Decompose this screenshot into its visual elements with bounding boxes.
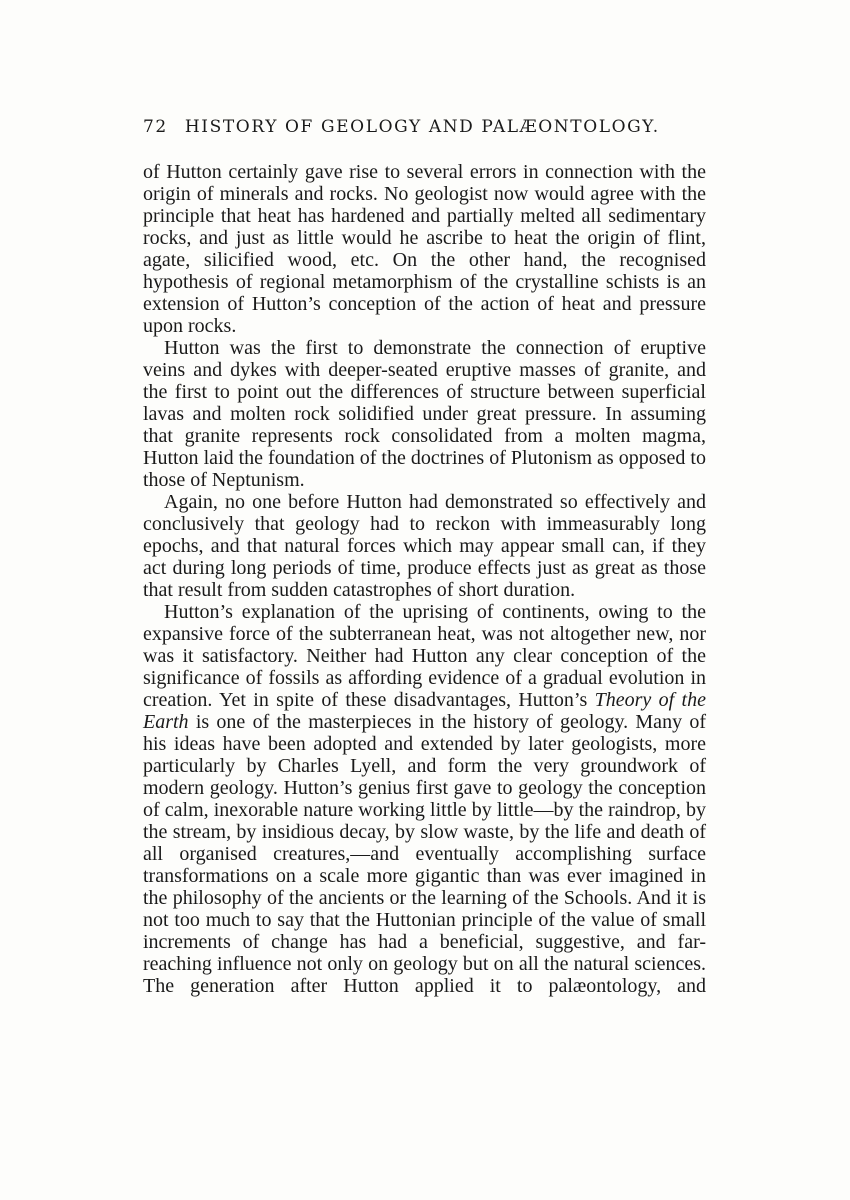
book-title-italic: Theory of the Earth: [143, 689, 706, 733]
body-text: [143, 161, 706, 997]
running-title: HISTORY OF GEOLOGY AND PALÆONTOLOGY.: [184, 117, 660, 137]
paragraph-3: Again, no one before Hutton had demonstrated so effectively and conclusively that geology had to reckon with immeasurably long epochs, and that natural forces which may appear small can, if they act during long periods of time, produce effects just as great as those that result from sudden catastrophes of short duration.: [143, 491, 706, 601]
paragraph-1: of Hutton certainly gave rise to several errors in connection with the origin of minerals and rocks. No geologist now would agree with the principle that heat has hardened and partially melted all sedimentary rocks, and just as little would he ascribe to heat the origin of flint, agate, silicified wood, etc. On the other hand, the recognised hypothesis of regional metamorphism of the crystalline schists is an extension of Hutton’s conception of the action of heat and pressure upon rocks.: [143, 161, 706, 337]
paragraph-4-text-end: is one of the masterpieces in the history of geology. Many of his ideas have been adopted and extended by later geologists, more particularly by Charles Lyell, and form the very groundwork of modern geology. Hutton’s genius first gave to geology the conception of calm, inexorable nature working little by little—by the raindrop, by the stream, by insidious decay, by slow waste, by the life and death of all organised creatures,—and eventually accomplishing surface transformations on a scale more gigantic than was ever imagined in the philosophy of the ancients or the learning of the Schools. And it is not too much to say that the Huttonian principle of the value of small increments of change has had a beneficial, suggestive, and far-reaching influence not only on geology but on all the natural sciences. The generation after Hutton applied it to palæontology, and: [143, 711, 706, 997]
paragraph-2: Hutton was the first to demonstrate the connection of eruptive veins and dykes with deeper-seated eruptive masses of granite, and the first to point out the differences of structure between superficial lavas and molten rock solidified under great pressure. In assuming that granite represents rock consolidated from a molten magma, Hutton laid the foundation of the doctrines of Plutonism as opposed to those of Neptunism.: [143, 337, 706, 491]
paragraph-4: [143, 601, 706, 997]
page-number: 72: [143, 117, 168, 137]
paragraph-4-text-start: Hutton’s explanation of the uprising of continents, owing to the expansive force of the subterranean heat, was not altogether new, nor was it satisfactory. Neither had Hutton any clear conception of the significance of fossils as affording evidence of a gradual evolution in creation. Yet in spite of these disadvantages, Hutton’s: [143, 601, 706, 711]
running-header: [143, 117, 708, 137]
